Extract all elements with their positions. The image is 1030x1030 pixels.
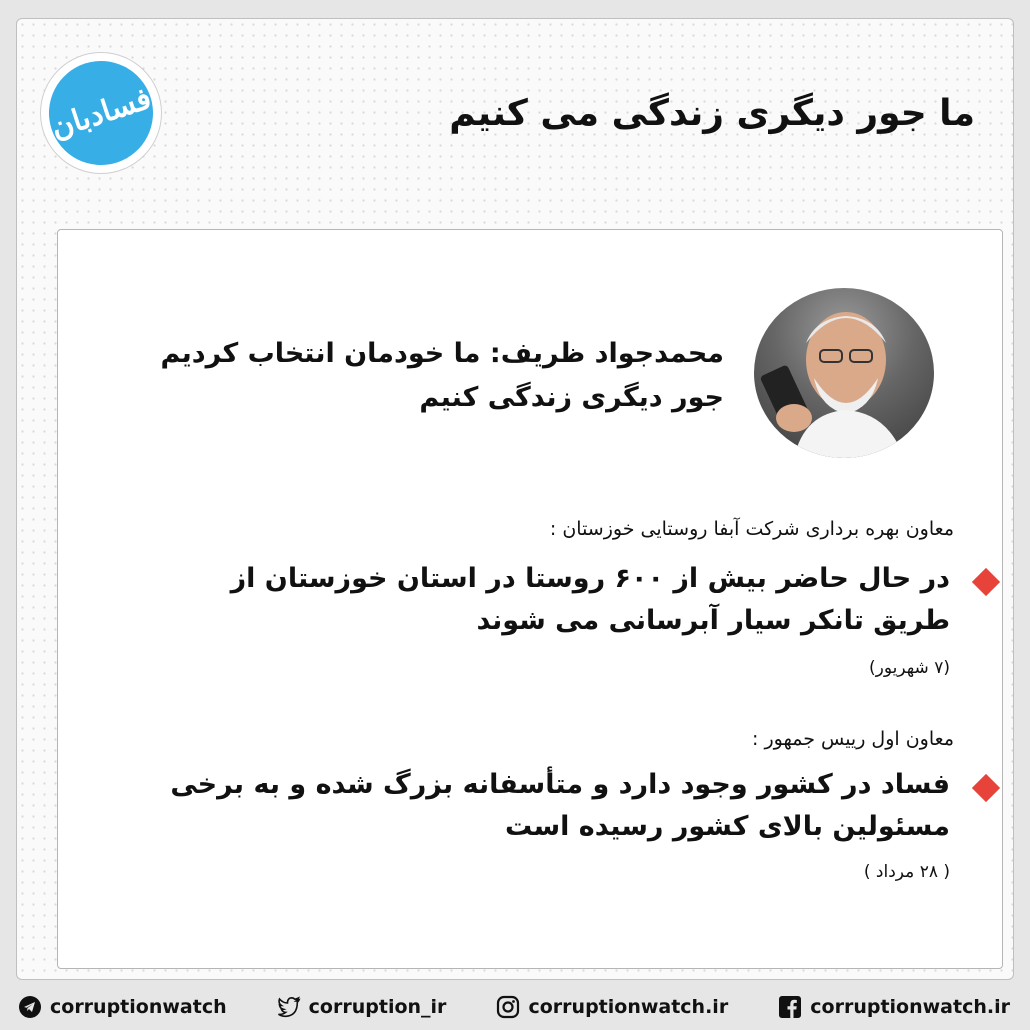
facebook-link[interactable] [778, 995, 1010, 1019]
instagram-link[interactable] [496, 995, 728, 1019]
person-photo-icon [754, 288, 934, 458]
quote-2-date: ( ۲۸ مرداد ) [863, 862, 950, 882]
twitter-link[interactable] [277, 996, 447, 1018]
quote-1-speaker: معاون بهره برداری شرکت آبفا روستایی خوزستان : [549, 518, 954, 540]
social-footer [0, 983, 1030, 1030]
logo [41, 53, 161, 173]
quote-1-text: در حال حاضر بیش از ۶۰۰ روستا در استان خوزستان از طریق تانکر سیار آبرسانی می شوند [230, 563, 950, 636]
twitter-handle: corruption_ir [308, 995, 447, 1018]
quote-1-date: (۷ شهریور) [868, 658, 950, 678]
telegram-link[interactable] [18, 995, 227, 1019]
twitter-icon [277, 996, 301, 1018]
facebook-icon [778, 995, 802, 1019]
page-title: ما جور دیگری زندگی می کنیم [449, 93, 975, 134]
instagram-icon [496, 995, 520, 1019]
bullet-diamond-icon [972, 568, 1000, 596]
headline: محمدجواد ظریف: ما خودمان انتخاب کردیم جور دیگری زندگی کنیم [160, 338, 724, 413]
logo-text: فسادبان [35, 47, 166, 178]
telegram-icon [18, 995, 42, 1019]
facebook-handle: corruptionwatch.ir [810, 995, 1010, 1018]
bullet-diamond-icon [972, 774, 1000, 802]
quote-2-speaker: معاون اول رییس جمهور : [752, 728, 954, 750]
instagram-handle: corruptionwatch.ir [528, 995, 729, 1018]
telegram-handle: corruptionwatch [50, 995, 227, 1018]
poster-card [16, 18, 1014, 980]
quote-2-text: فساد در کشور وجود دارد و متأسفانه بزرگ شده و به برخی مسئولین بالای کشور رسیده است [170, 769, 950, 842]
content-panel [57, 229, 1003, 969]
speaker-photo [754, 288, 934, 458]
